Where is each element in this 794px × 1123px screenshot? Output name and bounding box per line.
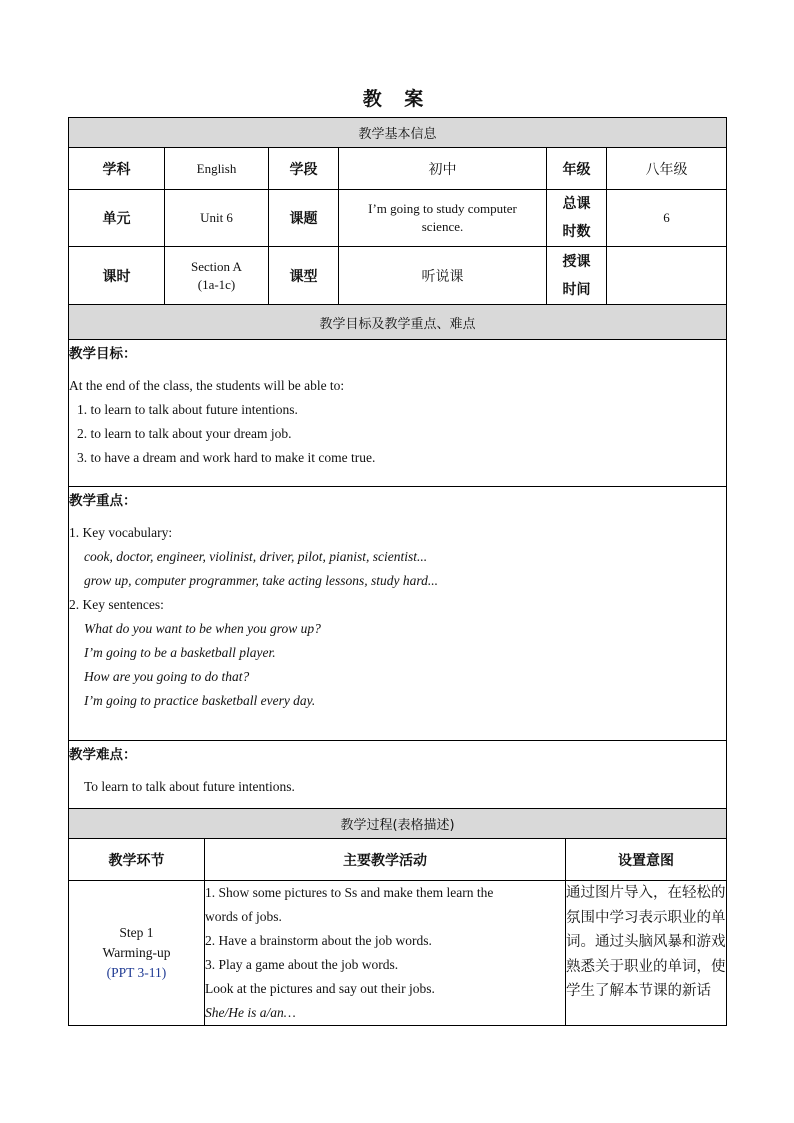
process-row [69, 881, 727, 1026]
teach-time-value [607, 247, 727, 305]
difficulty-heading: 教学难点： [69, 747, 137, 763]
teaching-goals-block [69, 340, 727, 487]
key-points-block [69, 487, 727, 741]
type-label: 课型 [269, 247, 339, 305]
activity-line: words of jobs. [205, 909, 282, 924]
col-header-activity: 主要教学活动 [205, 839, 566, 881]
teaching-goals-heading: 教学目标： [69, 346, 137, 362]
unit-label: 单元 [69, 190, 165, 247]
key-sentence: I’m going to be a basketball player. [84, 645, 276, 660]
stage-ppt-range: (PPT 3-11) [106, 965, 167, 980]
col-header-stage: 教学环节 [69, 839, 205, 881]
basic-info-header: 教学基本信息 [69, 118, 727, 148]
intent-cell [566, 881, 727, 1026]
teach-time-label [547, 247, 607, 305]
vocab-line: cook, doctor, engineer, violinist, driver, pilot, pianist, scientist... [84, 549, 428, 564]
key-sentence: How are you going to do that? [84, 669, 250, 684]
activity-line: 2. Have a brainstorm about the job words. [205, 933, 432, 948]
total-hours-value: 6 [607, 190, 727, 247]
topic-label: 课题 [269, 190, 339, 247]
subject-value: English [165, 148, 269, 190]
stage-label: 学段 [269, 148, 339, 190]
goal-item: 1. to learn to talk about future intentions. [77, 402, 298, 417]
goals-intro: At the end of the class, the students will be able to: [69, 378, 345, 393]
period-value-line1: Section A [191, 258, 242, 274]
unit-value: Unit 6 [165, 190, 269, 247]
subject-label: 学科 [69, 148, 165, 190]
key-sentences-label: 2. Key sentences: [69, 597, 164, 612]
activity-cell [205, 881, 566, 1026]
lesson-plan-table [68, 117, 727, 839]
document-title: 教 案 [362, 88, 432, 110]
total-hours-label-line2: 时数 [562, 224, 591, 240]
goal-item: 3. to have a dream and work hard to make it come true. [77, 450, 376, 465]
col-header-intent: 设置意图 [566, 839, 727, 881]
period-label: 课时 [69, 247, 165, 305]
key-sentence: I’m going to practice basketball every day. [84, 693, 316, 708]
stage-cell [69, 881, 205, 1026]
key-sentence: What do you want to be when you grow up? [84, 621, 321, 636]
total-hours-label [547, 190, 607, 247]
total-hours-label-line1: 总课 [562, 196, 591, 212]
topic-value: I’m going to study computer science. [339, 190, 547, 247]
goal-item: 2. to learn to talk about your dream job. [77, 426, 292, 441]
type-value: 听说课 [339, 247, 547, 305]
stage-value: 初中 [339, 148, 547, 190]
activity-line: Look at the pictures and say out their jobs. [205, 981, 435, 996]
period-value [165, 247, 269, 305]
stage-name: Warming-up [102, 945, 171, 960]
teach-time-label-line2: 时间 [562, 281, 591, 298]
difficulty-text: To learn to talk about future intentions. [84, 779, 295, 794]
period-value-line2: (1a-1c) [197, 276, 236, 292]
objectives-header: 教学目标及教学重点、难点 [69, 305, 727, 340]
difficulty-block [69, 741, 727, 809]
key-vocab-label: 1. Key vocabulary: [69, 525, 173, 540]
key-points-heading: 教学重点： [69, 493, 137, 509]
grade-label: 年级 [547, 148, 607, 190]
intent-text: 通过图片导入，在轻松的氛围中学习表示职业的单词。通过头脑风暴和游戏熟悉关于职业的单词，使学生了解本节课的新话 [566, 885, 726, 999]
teach-time-label-line1: 授课 [562, 253, 591, 270]
activity-line: She/He is a/an… [205, 1005, 296, 1020]
stage-step: Step 1 [119, 925, 154, 940]
activity-line: 3. Play a game about the job words. [205, 957, 399, 972]
process-table [68, 838, 727, 1026]
activity-line: 1. Show some pictures to Ss and make them learn the [205, 885, 494, 900]
vocab-line: grow up, computer programmer, take acting lessons, study hard... [84, 573, 438, 588]
grade-value: 八年级 [607, 148, 727, 190]
process-header: 教学过程(表格描述) [69, 809, 727, 839]
